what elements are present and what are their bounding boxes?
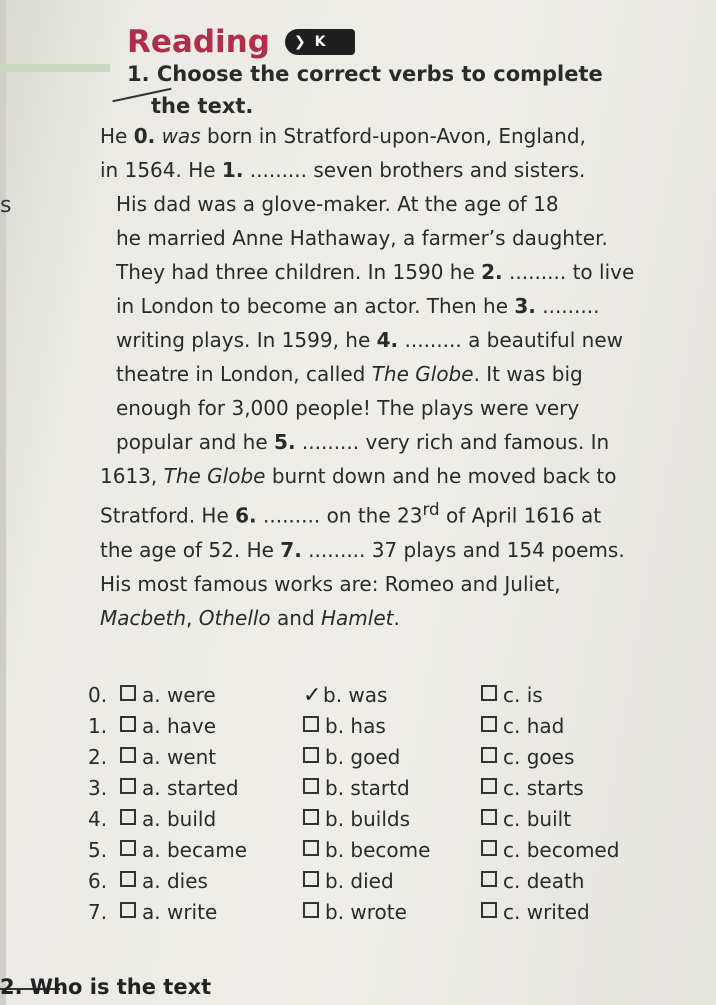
question-number: 4. [88,807,108,831]
section-title: Reading [127,24,270,60]
checkbox-icon[interactable] [120,747,136,763]
arrow-icon: ❯ [294,34,306,50]
option-c[interactable]: c. goes [481,745,574,769]
question-number: 3. [88,776,108,800]
instruction-line-1: 1. Choose the correct verbs to complete [127,62,603,86]
option-a[interactable]: a. went [120,745,216,769]
passage-line: in 1564. He 1. ......... seven brothers and sisters. [100,158,586,182]
checkbox-icon[interactable] [120,809,136,825]
checkbox-icon[interactable] [303,902,319,918]
option-row [88,807,698,838]
question-number: 0. [88,683,108,707]
passage-line: He 0. was born in Stratford-upon-Avon, England, [100,124,586,148]
option-row [88,838,698,869]
option-a[interactable]: a. became [120,838,247,862]
badge-label: K [314,34,326,50]
checkbox-icon[interactable] [481,902,497,918]
checkbox-icon[interactable] [303,871,319,887]
passage-line: Macbeth, Othello and Hamlet. [100,605,400,630]
edge-fragment: s [0,193,12,218]
question-number: 2. [88,745,108,769]
passage-line: enough for 3,000 people! The plays were very [116,396,580,420]
option-c[interactable]: c. death [481,869,584,893]
question-number: 1. [88,714,108,738]
passage-line: he married Anne Hathaway, a farmer’s daughter. [116,226,608,250]
option-a[interactable]: a. started [120,776,239,800]
checkbox-icon[interactable] [120,716,136,732]
option-c[interactable]: c. built [481,807,571,831]
passage-line: in London to become an actor. Then he 3. ......... [116,294,600,318]
checkbox-icon[interactable] [120,840,136,856]
next-exercise-heading: 2. Who is the text [0,975,212,999]
option-b[interactable]: b. builds [303,807,410,831]
passage-line: popular and he 5. ......... very rich and famous. In [116,430,610,454]
question-number: 6. [88,869,108,893]
option-b[interactable]: b. has [303,714,386,738]
option-a[interactable]: a. write [120,900,217,924]
decorative-band [0,64,110,72]
checkbox-icon[interactable] [481,685,497,701]
option-row [88,900,698,931]
option-c[interactable]: c. is [481,683,543,707]
checkbox-icon[interactable] [303,809,319,825]
checkbox-icon[interactable] [120,902,136,918]
reading-passage [100,119,700,635]
passage-line: theatre in London, called The Globe. It was big [116,362,583,386]
instruction-line-2: the text. [151,94,254,118]
checkbox-icon[interactable] [481,871,497,887]
option-c[interactable]: c. starts [481,776,584,800]
option-c[interactable]: c. becomed [481,838,619,862]
passage-line: His dad was a glove-maker. At the age of 18 [116,192,559,216]
option-row [88,714,698,745]
passage-line: the age of 52. He 7. ......... 37 plays and 154 poems. [100,537,625,562]
option-b[interactable]: ✓b. was [303,683,388,708]
passage-line: Stratford. He 6. ......... on the 23rd of April 1616 at [100,500,602,528]
question-number: 5. [88,838,108,862]
option-row [88,869,698,900]
exercise-instruction [127,58,647,122]
option-b[interactable]: b. goed [303,745,400,769]
option-row [88,745,698,776]
checkbox-icon[interactable] [303,716,319,732]
option-a[interactable]: a. were [120,683,216,707]
checkmark-icon[interactable]: ✓ [303,683,322,708]
passage-line: They had three children. In 1590 he 2. ......... to live [116,260,635,284]
question-number: 7. [88,900,108,924]
checkbox-icon[interactable] [481,716,497,732]
passage-line: 1613, The Globe burnt down and he moved back to [100,464,617,488]
option-b[interactable]: b. become [303,838,430,862]
checkbox-icon[interactable] [120,871,136,887]
checkbox-icon[interactable] [303,840,319,856]
option-row [88,683,698,714]
answer-options [88,683,698,931]
checkbox-icon[interactable] [481,840,497,856]
checkbox-icon[interactable] [120,685,136,701]
option-c[interactable]: c. writed [481,900,590,924]
checkbox-icon[interactable] [481,809,497,825]
page-edge [0,0,6,1005]
option-b[interactable]: b. startd [303,776,410,800]
option-row [88,776,698,807]
checkbox-icon[interactable] [303,778,319,794]
option-c[interactable]: c. had [481,714,564,738]
checkbox-icon[interactable] [481,778,497,794]
passage-line: His most famous works are: Romeo and Juliet, [100,571,561,596]
option-a[interactable]: a. dies [120,869,208,893]
option-a[interactable]: a. build [120,807,216,831]
option-a[interactable]: a. have [120,714,216,738]
level-badge [285,29,355,55]
passage-line: writing plays. In 1599, he 4. ......... a beautiful new [116,328,623,352]
checkbox-icon[interactable] [120,778,136,794]
checkbox-icon[interactable] [303,747,319,763]
option-b[interactable]: b. wrote [303,900,407,924]
checkbox-icon[interactable] [481,747,497,763]
option-b[interactable]: b. died [303,869,394,893]
